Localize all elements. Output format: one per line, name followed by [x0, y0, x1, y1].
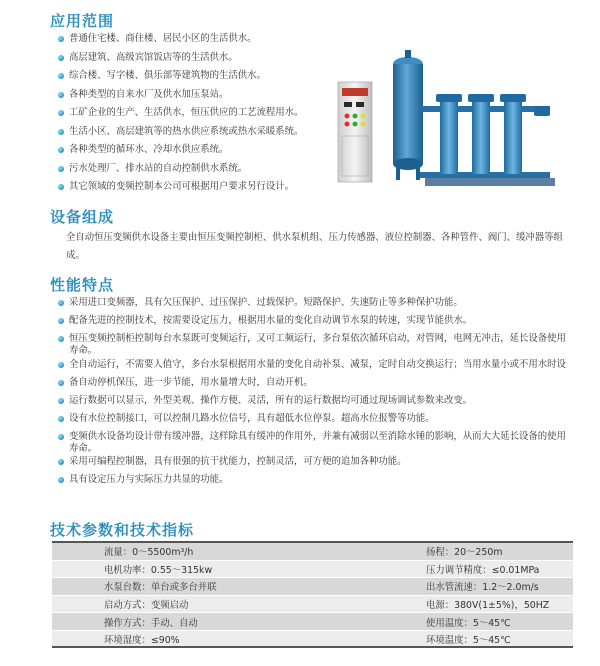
specs-table	[52, 543, 573, 649]
control-cabinet	[338, 82, 372, 182]
table-cell: 扬程：20～250m	[354, 543, 573, 560]
list-item	[56, 107, 303, 126]
list-item	[56, 52, 303, 71]
list-item	[56, 144, 303, 163]
specs-section-title: 技术参数和技术指标	[50, 521, 195, 539]
table-row	[52, 613, 573, 631]
application-section-title: 应用范围	[50, 12, 115, 30]
table-row	[52, 543, 573, 560]
bullet-dot-icon	[58, 129, 64, 135]
bullet-dot-icon	[58, 184, 64, 190]
list-item-text: 采用进口变频器，具有欠压保护、过压保护、过载保护。短路保护、失速防止等多种保护功能。	[69, 297, 463, 308]
list-item-text: 污水处理厂、排水站的自动控制供水系统。	[69, 162, 248, 174]
table-cell: 操作方式：手动、自动	[52, 613, 354, 631]
bullet-dot-icon	[58, 362, 64, 368]
list-item-text: 运行数据可以显示，外型美观、操作方便、灵活，所有的运行数据均可通过现场调试参数来改变。	[69, 394, 473, 406]
list-item	[56, 163, 303, 182]
table-cell: 使用温度：5～45℃	[354, 613, 573, 631]
table-cell: 环境湿度：≤90%	[52, 630, 354, 648]
bullet-dot-icon	[58, 318, 64, 324]
list-item-text: 备自动停机保压，进一步节能，用水量增大时，自动开机。	[69, 376, 313, 388]
features-list	[56, 297, 571, 492]
bullet-dot-icon	[58, 166, 64, 172]
list-item	[56, 33, 303, 52]
water-supply-equipment-photo	[330, 44, 560, 194]
list-item	[56, 297, 571, 314]
list-item	[56, 413, 571, 430]
composition-text: 全自动恒压变频供水设备主要由恒压变频控制柜、供水泵机组、压力传感器、液位控制器、各种管件、阀门、缓冲器等组成。	[66, 232, 563, 261]
list-item-text: 全自动运行，不需要人值守，多台水泵根据用水量的变化自动补泵、减泵，定时自动交换运行；当用水量小或不用水时设	[69, 358, 566, 370]
list-item	[56, 456, 571, 473]
bullet-dot-icon	[58, 147, 64, 153]
list-item-text: 工矿企业的生产、生活供水，恒压供应的工艺流程用水。	[69, 107, 304, 118]
bullet-dot-icon	[58, 416, 64, 422]
bullet-dot-icon	[58, 36, 64, 42]
table-cell: 电机功率：0.55～315kw	[52, 560, 354, 578]
bullet-dot-icon	[58, 336, 64, 342]
list-item	[56, 70, 303, 89]
list-item-text: 恒压变频控制柜控制每台水泵既可变频运行，又可工频运行，多台泵依次循环启动，对管网，电网无冲击，延长设备使用寿命。	[69, 333, 566, 356]
list-item-text: 各种类型的循环水、冷却水供应系统。	[69, 144, 229, 155]
list-item	[56, 377, 571, 394]
table-cell: 流量：0～5500m³/h	[52, 543, 354, 560]
composition-section-title: 设备组成	[50, 208, 115, 226]
list-item-text: 变频供水设备均设计带有缓冲器，这样除具有缓冲的作用外，并兼有减弱以至消除水锤的影响，从而大大延长设备的使用寿命。	[69, 430, 566, 454]
features-section-title: 性能特点	[50, 276, 115, 294]
bullet-dot-icon	[58, 73, 64, 79]
list-item	[56, 181, 303, 200]
bullet-dot-icon	[58, 110, 64, 116]
list-item	[56, 474, 571, 491]
bullet-dot-icon	[58, 55, 64, 61]
bullet-dot-icon	[58, 477, 64, 483]
table-cell: 电源：380V(1±5%)，50HZ	[354, 595, 573, 613]
list-item	[56, 359, 571, 376]
bullet-dot-icon	[58, 459, 64, 465]
table-cell: 压力调节精度：≤0.01MPa	[354, 560, 573, 578]
list-item-text: 普通住宅楼、商住楼、居民小区的生活供水。	[69, 33, 257, 44]
list-item	[56, 89, 303, 108]
table-row	[52, 560, 573, 578]
list-item-text: 高层建筑、高级宾馆饭店等的生活供水。	[69, 51, 238, 63]
table-cell: 出水管流速：1.2～2.0m/s	[354, 578, 573, 596]
list-item	[56, 126, 303, 145]
list-item-text: 其它领域的变频控制本公司可根据用户要求另行设计。	[69, 181, 295, 192]
list-item-text: 生活小区、高层建筑等的热水供应系统或热水采暖系统。	[69, 125, 304, 137]
list-item-text: 各种类型的自来水厂及供水加压泵站。	[69, 88, 229, 100]
list-item-text: 具有设定压力与实际压力共显的功能。	[69, 474, 229, 485]
table-cell: 水泵台数：单台或多台并联	[52, 578, 354, 596]
table-bottom-rule	[52, 646, 573, 648]
list-item	[56, 431, 571, 455]
list-item	[56, 395, 571, 412]
bullet-dot-icon	[58, 398, 64, 404]
list-item-text: 综合楼、写字楼、俱乐部等建筑物的生活供水。	[69, 70, 266, 81]
list-item-text: 配备先进的控制技术，按需要设定压力，根据用水量的变化自动调节水泵的转速，实现节能供水。	[69, 315, 473, 326]
table-cell: 环境温度：5～45℃	[354, 630, 573, 648]
table-row	[52, 578, 573, 596]
bullet-dot-icon	[58, 434, 64, 440]
list-item	[56, 315, 571, 332]
pressure-tank	[393, 50, 423, 180]
application-list	[56, 33, 303, 200]
list-item-text: 设有水位控制接口，可以控制几路水位信号，具有超低水位停泵。超高水位报警等功能。	[69, 412, 435, 424]
bullet-dot-icon	[58, 380, 64, 386]
bullet-dot-icon	[58, 92, 64, 98]
list-item	[56, 333, 571, 357]
list-item-text: 采用可编程控制器，具有很强的抗干扰能力，控制灵活，可方便的追加各种功能。	[69, 456, 407, 467]
bullet-dot-icon	[58, 300, 64, 306]
table-row	[52, 595, 573, 613]
table-cell: 启动方式：变频启动	[52, 595, 354, 613]
